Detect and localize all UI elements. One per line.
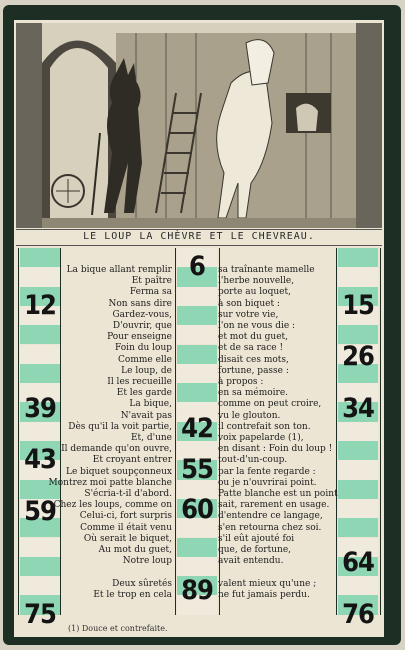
number-label: 43 xyxy=(24,444,56,476)
poem-line: Deux sûretés xyxy=(112,578,172,589)
number-label: 34 xyxy=(342,392,374,424)
number-label: 42 xyxy=(181,413,213,445)
poem-line: disait ces mots, xyxy=(218,354,289,365)
grid-rule xyxy=(380,248,381,615)
number-label: 60 xyxy=(181,494,213,526)
poem-line: à son biquet : xyxy=(218,298,280,309)
poem-line: par la fente regarde : xyxy=(218,466,316,477)
poem-line: S'écria-t-il d'abord. xyxy=(84,489,172,499)
poem-line: en disant : Foin du loup ! xyxy=(218,444,333,455)
right-column xyxy=(338,248,378,630)
center-cell xyxy=(177,325,217,344)
poem-line: Comme il était venu xyxy=(80,522,172,533)
poem-line: Pour enseigne xyxy=(107,332,172,343)
poem-line: Gardez-vous, xyxy=(112,309,172,320)
poem-line: ou je n'ouvrirai point. xyxy=(218,477,317,488)
poem-line: sait, rarement en usage. xyxy=(218,500,330,511)
center-cell xyxy=(177,538,217,557)
center-cell xyxy=(177,383,217,402)
number-label: 39 xyxy=(24,392,56,424)
number-label: 26 xyxy=(342,341,374,373)
poem-line: Montrez moi patte blanche xyxy=(48,477,172,488)
poem-line: Notre loup xyxy=(122,556,172,567)
poem-line: Non sans dire xyxy=(108,298,172,309)
poem-line: d'entendre ce langage, xyxy=(218,511,323,522)
center-cell xyxy=(177,345,217,364)
poem-line: vu le glouton. xyxy=(218,410,281,421)
poem-line: Où serait le biquet, xyxy=(83,533,172,544)
poem-line: et de sa race ! xyxy=(218,343,284,354)
poem-line: Comme elle xyxy=(118,354,172,365)
poem-line: Foin du loup xyxy=(115,343,172,354)
number-label: 6 xyxy=(189,251,205,282)
number-label: 89 xyxy=(181,575,213,607)
poem-line: Et croyant entrer xyxy=(92,455,172,466)
poem-line: Il les recueille xyxy=(107,377,172,387)
title-caption: LE LOUP LA CHÈVRE ET LE CHEVREAU. xyxy=(16,229,382,246)
poem-line: Ferma sa xyxy=(129,287,172,298)
poem-line: avait entendu. xyxy=(218,556,284,567)
engraving-illustration xyxy=(16,23,382,228)
poem-line: comme on peut croire, xyxy=(218,399,322,410)
poem-line: La bique allant remplir xyxy=(66,265,172,275)
poem-line: que, de fortune, xyxy=(218,545,292,555)
grid-rule xyxy=(175,248,176,615)
number-label: 75 xyxy=(24,598,56,630)
number-label: 12 xyxy=(24,289,56,321)
poem-line: Et les garde xyxy=(116,388,172,399)
poem-line: ne fut jamais perdu. xyxy=(218,589,310,600)
poem-line: porte au loquet, xyxy=(218,287,291,298)
right-cell xyxy=(338,460,378,479)
poem-line: Au mot du guet, xyxy=(98,545,172,555)
poem-line: fortune, passe : xyxy=(218,365,289,376)
poem-line: s'en retourna chez soi. xyxy=(218,522,322,533)
poem-line: et mot du guet, xyxy=(218,332,289,343)
poem-line: à propos : xyxy=(218,377,264,387)
right-cell xyxy=(338,267,378,286)
poem-line: s'il eût ajouté foi xyxy=(218,533,295,544)
right-cell xyxy=(338,480,378,499)
poem-line: Patte blanche est un point xyxy=(218,489,338,499)
poem-line: Le loup, de xyxy=(121,365,172,376)
number-label: 55 xyxy=(181,453,213,485)
poem-line: valent mieux qu'une ; xyxy=(218,578,317,589)
center-cell xyxy=(177,364,217,383)
number-label: 76 xyxy=(342,598,374,630)
poem-line: Dès qu'il la voit partie, xyxy=(68,421,172,432)
poem-line: il contrefait son ton. xyxy=(218,421,311,432)
number-label: 64 xyxy=(342,547,374,579)
footnote: (1) Douce et contrefaite. xyxy=(68,624,168,633)
right-cell xyxy=(338,441,378,460)
right-cell xyxy=(338,248,378,267)
poem-line: en sa mémoire. xyxy=(218,388,289,399)
center-column xyxy=(177,248,217,615)
center-cell xyxy=(177,306,217,325)
center-cell xyxy=(177,287,217,306)
poem-line: Et, d'une xyxy=(130,433,172,443)
number-label: 15 xyxy=(342,289,374,321)
poem-line: sur votre vie, xyxy=(218,309,279,320)
poem-line: D'ouvrir, que xyxy=(112,321,172,331)
poem-line: sa traînante mamelle xyxy=(218,265,315,275)
right-cell xyxy=(338,518,378,537)
poem-line: Chez les loups, comme on xyxy=(53,500,172,511)
poem-line: l'on ne vous die : xyxy=(218,321,296,331)
poem-line: l'herbe nouvelle, xyxy=(218,276,295,287)
poem-line: Celui-ci, fort surpris xyxy=(79,511,172,522)
poem-line: Et le trop en cela xyxy=(93,589,172,600)
poem-line: Il demande qu'on ouvre, xyxy=(61,444,172,455)
poem-line: Le biquet soupçonneux xyxy=(65,466,172,477)
poem-line: voix papelarde (1), xyxy=(218,433,304,443)
poem-line: tout-d'un-coup. xyxy=(218,455,288,466)
poem-line: La bique, xyxy=(129,399,172,410)
poem-line: N'avait pas xyxy=(120,410,172,421)
right-cell xyxy=(338,499,378,518)
poem-line: Et paître xyxy=(131,276,172,287)
number-label: 59 xyxy=(24,495,56,527)
